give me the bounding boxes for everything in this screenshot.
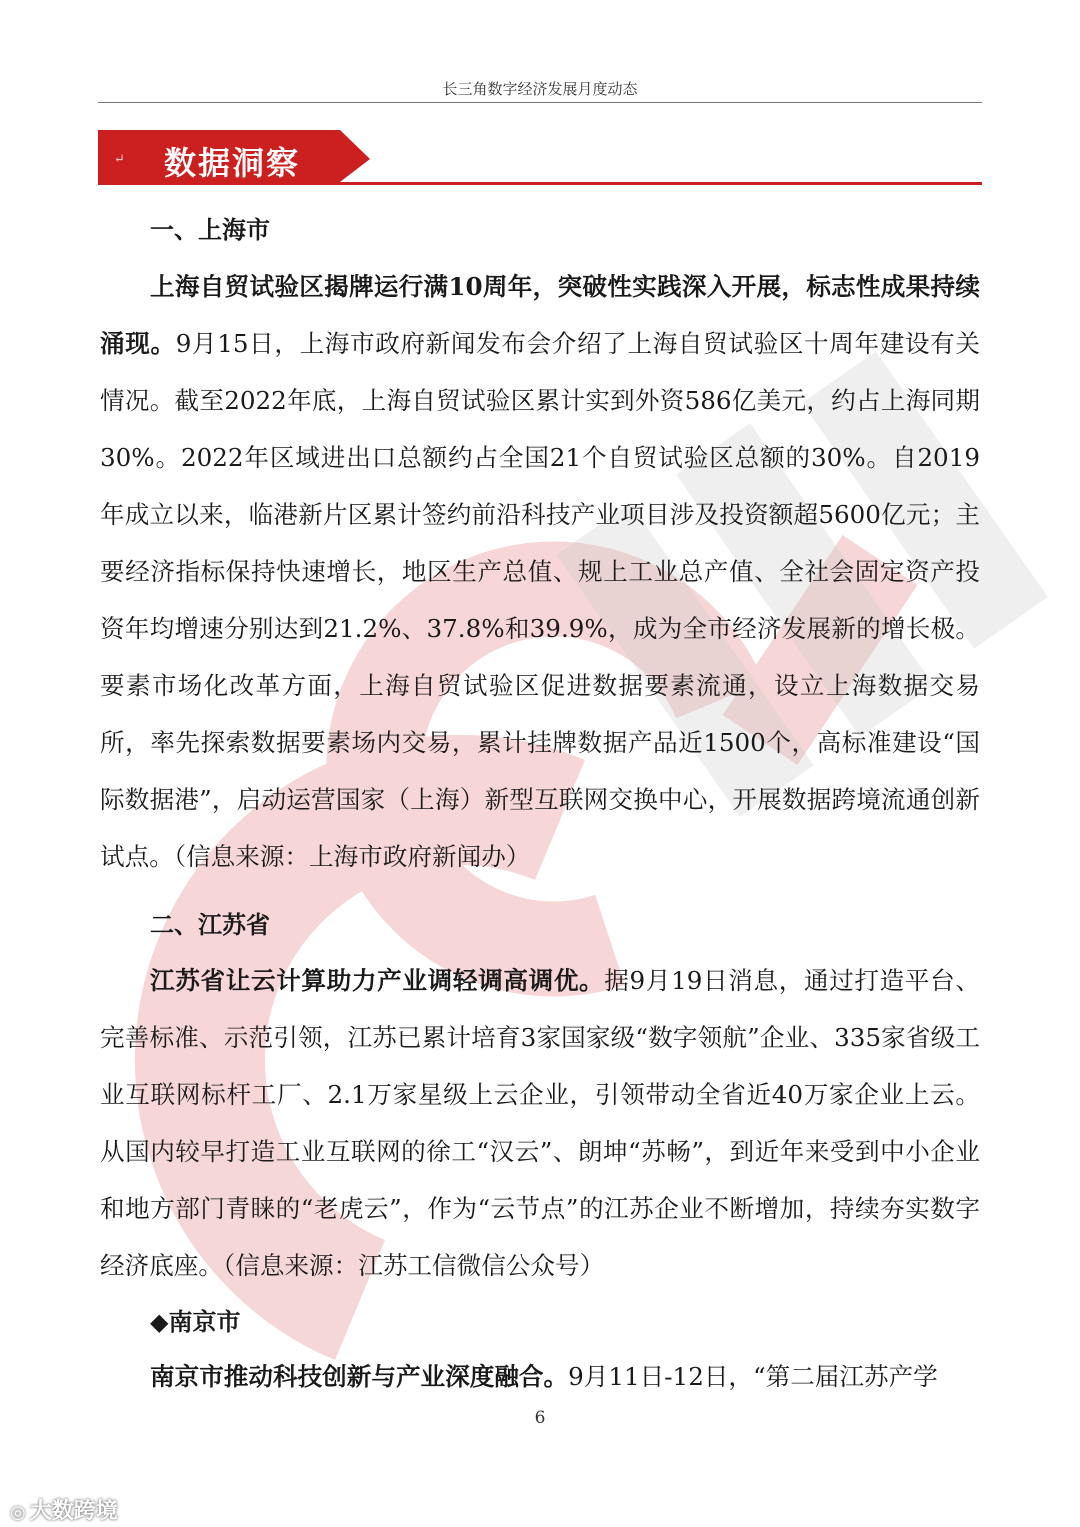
- section-heading-nanjing: ◆南京市: [150, 1307, 241, 1336]
- source-badge: [10, 1494, 118, 1525]
- page-number: 6: [534, 1408, 546, 1428]
- body-text-shanghai: 9月15日，上海市政府新闻发布会介绍了上海自贸试验区十周年建设有关情况。截至2022年底，上海自贸试验区累计实到外资586亿美元，约占上海同期30%。2022年区域进出口总额约占全国21个自贸试验区总额的30%。自2019年成立以来，临港新片区累计签约前沿科技产业项目涉及投资额超5600亿元；主要经济指标保持快速增长，地区生产总值、规上工业总产值、全社会固定资产投资年均增速分别达到21.2%、37.8%和39.9%，成为全市经济发展新的增长极。要素市场化改革方面，上海自贸试验区促进数据要素流通，设立上海数据交易所，率先探索数据要素场内交易，累计挂牌数据产品近1500个，高标准建设“国际数据港”，启动运营国家（上海）新型互联网交换中心，开展数据跨境流通创新试点。（信息来源：上海市政府新闻办）: [100, 329, 980, 871]
- paragraph-nanjing: [100, 1348, 980, 1405]
- lead-sentence-shanghai: 上海自贸试验区揭牌运行满10周年，突破性实践深入开展，标志性成果持续涌现。: [100, 272, 980, 358]
- body-text-nanjing: 9月11日-12日，“第二届江苏产学: [568, 1362, 938, 1391]
- lead-sentence-jiangsu: 江苏省让云计算助力产业调轻调高调优。: [150, 966, 605, 995]
- weibo-icon: ◎: [10, 1502, 26, 1523]
- section-banner: [98, 130, 982, 188]
- paragraph-shanghai: [100, 258, 980, 885]
- header-rule: [98, 102, 982, 103]
- lead-sentence-nanjing: 南京市推动科技创新与产业深度融合。: [150, 1362, 569, 1391]
- paragraph-jiangsu: [100, 952, 980, 1294]
- section-heading-jiangsu: 二、江苏省: [150, 910, 270, 939]
- source-badge-label: 大数跨境: [29, 1499, 118, 1524]
- return-mark-icon: ↵: [114, 152, 125, 167]
- banner-title: 数据洞察: [164, 144, 301, 182]
- running-header: 长三角数字经济发展月度动态: [442, 80, 638, 98]
- section-heading-shanghai: 一、上海市: [150, 215, 270, 244]
- body-text-jiangsu: 据9月19日消息，通过打造平台、完善标准、示范引领，江苏已累计培育3家国家级“数字领航”企业、335家省级工业互联网标杆工厂、2.1万家星级上云企业，引领带动全省近40万家企业上云。从国内较早打造工业互联网的徐工“汉云”、朗坤“苏畅”，到近年来受到中小企业和地方部门青睐的“老虎云”，作为“云节点”的江苏企业不断增加，持续夯实数字经济底座。（信息来源：江苏工信微信公众号）: [100, 966, 980, 1280]
